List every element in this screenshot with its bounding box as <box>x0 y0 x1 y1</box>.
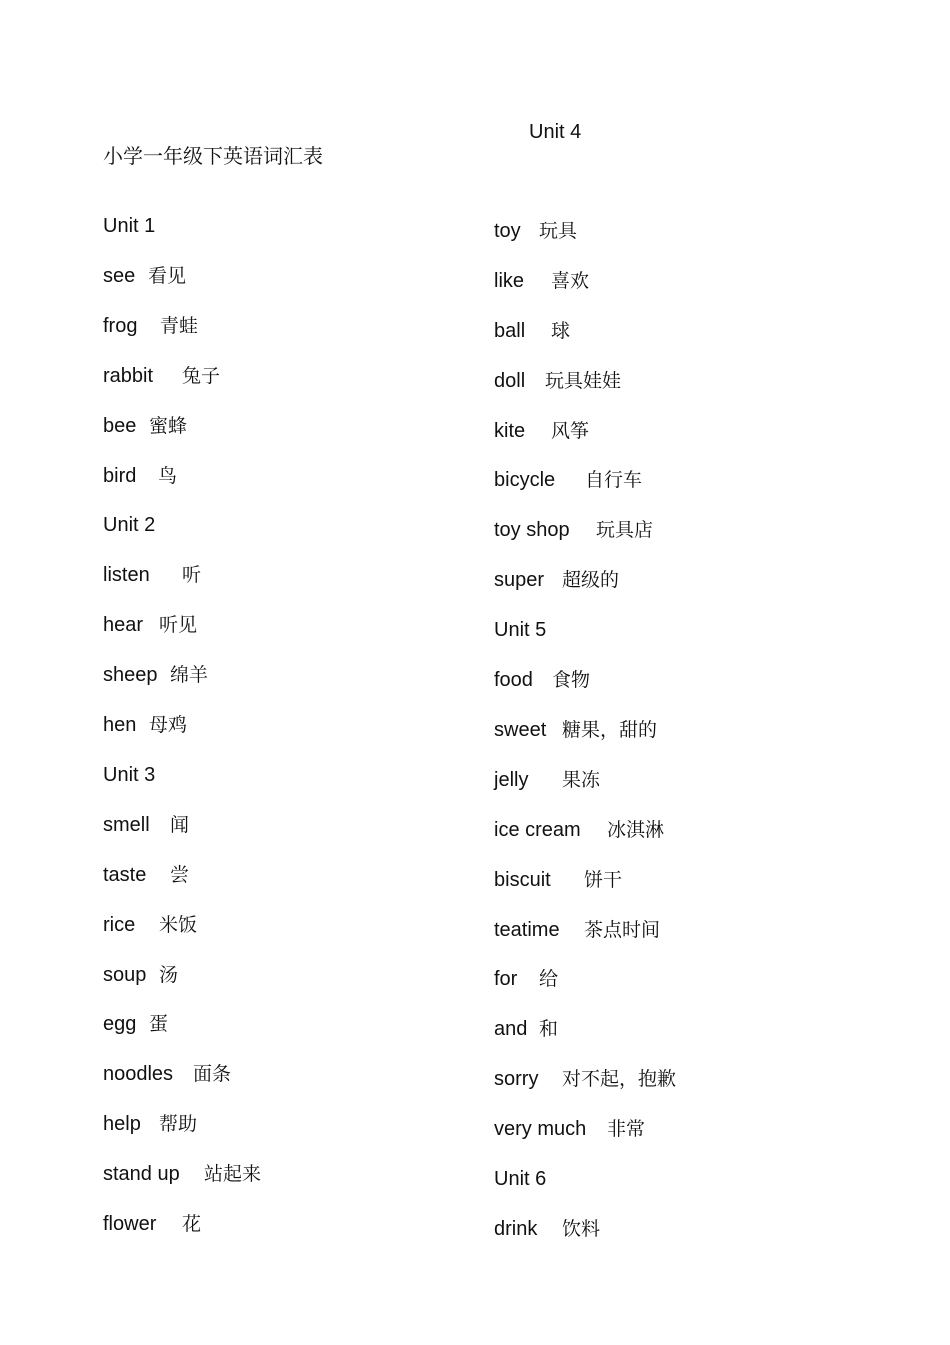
vocab-entry <box>494 1217 600 1241</box>
vocab-entry <box>494 918 660 942</box>
unit-heading-text: Unit 1 <box>103 215 156 237</box>
english-word: ice cream <box>494 818 581 841</box>
chinese-translation: 蜜蜂 <box>149 414 188 437</box>
vocab-entry <box>494 1117 645 1141</box>
english-word: stand up <box>103 1163 180 1186</box>
chinese-translation: 蛋 <box>149 1013 169 1036</box>
vocab-entry <box>103 913 197 937</box>
english-word: doll <box>494 369 526 392</box>
chinese-translation: 果冻 <box>562 768 601 791</box>
vocab-entry <box>103 1162 261 1186</box>
vocab-entry <box>103 1012 168 1036</box>
english-word: sheep <box>103 664 158 687</box>
english-word: and <box>494 1018 528 1041</box>
english-word: ball <box>494 319 526 342</box>
chinese-translation: 喜欢 <box>551 269 590 292</box>
chinese-translation: 玩具娃娃 <box>545 369 622 392</box>
chinese-translation: 非常 <box>607 1118 646 1141</box>
document-title: 小学一年级下英语词汇表 <box>103 144 323 168</box>
vocab-entry <box>494 219 577 243</box>
chinese-translation: 兔子 <box>182 364 221 387</box>
vocab-entry <box>494 518 653 542</box>
chinese-translation: 花 <box>182 1213 202 1235</box>
vocab-entry <box>103 414 187 438</box>
chinese-translation: 汤 <box>159 963 179 986</box>
chinese-translation: 面条 <box>193 1063 232 1086</box>
chinese-translation: 玩具 <box>539 219 578 242</box>
english-word: jelly <box>494 768 529 791</box>
vocab-entry <box>103 663 208 687</box>
vocab-entry <box>494 718 657 742</box>
english-word: very much <box>494 1118 587 1141</box>
english-word: hear <box>103 614 144 637</box>
vocab-entry <box>494 818 664 842</box>
chinese-translation: 超级的 <box>562 569 620 592</box>
vocab-entry <box>103 1212 201 1236</box>
vocab-entry <box>494 319 570 343</box>
vocab-entry <box>103 863 189 887</box>
vocab-entry <box>494 1017 558 1041</box>
vocab-entry <box>103 364 220 388</box>
chinese-translation: 听 <box>182 564 202 587</box>
vocab-entry <box>494 419 589 443</box>
chinese-translation: 球 <box>551 319 571 342</box>
chinese-translation: 食物 <box>552 669 591 691</box>
unit-heading <box>494 1167 546 1191</box>
chinese-translation: 看见 <box>148 264 187 287</box>
english-word: soup <box>103 963 147 986</box>
unit-heading <box>494 120 581 144</box>
vocab-entry <box>103 314 198 338</box>
english-word: toy <box>494 219 521 242</box>
vocab-entry <box>103 1062 231 1086</box>
chinese-translation: 站起来 <box>204 1163 262 1186</box>
english-word: teatime <box>494 918 560 941</box>
vocab-entry <box>103 713 187 737</box>
english-word: sorry <box>494 1068 539 1091</box>
english-word: egg <box>103 1013 137 1036</box>
english-word: bird <box>103 464 137 487</box>
unit-heading-text: Unit 2 <box>103 514 156 537</box>
english-word: kite <box>494 419 526 442</box>
english-word: flower <box>103 1213 157 1235</box>
unit-heading <box>103 763 155 787</box>
chinese-translation: 绵羊 <box>170 664 209 687</box>
chinese-translation: 青蛙 <box>160 314 199 337</box>
chinese-translation: 给 <box>539 968 559 991</box>
english-word: bee <box>103 414 137 437</box>
english-word: hen <box>103 714 137 736</box>
english-word: rice <box>103 913 136 936</box>
vocab-entry <box>103 464 177 488</box>
english-word: toy shop <box>494 519 570 542</box>
chinese-translation: 帮助 <box>159 1113 198 1136</box>
chinese-translation: 闻 <box>170 813 190 836</box>
vocab-entry <box>494 468 642 492</box>
chinese-translation: 风筝 <box>551 419 590 442</box>
vocab-entry <box>494 768 600 792</box>
vocab-entry <box>494 269 589 293</box>
english-word: taste <box>103 863 147 886</box>
vocab-entry <box>103 613 197 637</box>
chinese-translation: 茶点时间 <box>584 918 661 941</box>
vocab-entry <box>494 868 622 892</box>
vocab-entry <box>103 963 178 987</box>
chinese-translation: 玩具店 <box>596 519 654 542</box>
chinese-translation: 对不起，抱歉 <box>562 1068 677 1091</box>
chinese-translation: 尝 <box>170 863 190 886</box>
english-word: sweet <box>494 718 547 741</box>
english-word: see <box>103 264 136 287</box>
vocab-entry <box>103 563 201 587</box>
english-word: for <box>494 968 518 991</box>
unit-heading <box>103 513 155 537</box>
english-word: help <box>103 1113 141 1136</box>
english-word: smell <box>103 813 150 836</box>
unit-heading-text: Unit 5 <box>494 619 547 642</box>
vocab-entry <box>103 264 186 288</box>
chinese-translation: 和 <box>539 1018 559 1041</box>
chinese-translation: 饮料 <box>562 1217 601 1240</box>
english-word: listen <box>103 564 150 587</box>
chinese-translation: 自行车 <box>585 469 643 492</box>
unit-heading-text: Unit 4 <box>529 121 582 143</box>
chinese-translation: 听见 <box>159 614 198 637</box>
english-word: food <box>494 669 533 691</box>
chinese-translation: 饼干 <box>584 868 623 891</box>
english-word: bicycle <box>494 469 556 492</box>
unit-heading <box>103 214 155 238</box>
chinese-translation: 母鸡 <box>149 714 188 736</box>
unit-heading-text: Unit 3 <box>103 763 156 786</box>
english-word: super <box>494 569 545 592</box>
chinese-translation: 鸟 <box>158 464 178 487</box>
vocab-entry <box>494 967 558 991</box>
vocab-entry <box>494 568 619 592</box>
english-word: like <box>494 269 525 292</box>
chinese-translation: 冰淇淋 <box>607 818 665 841</box>
unit-heading-text: Unit 6 <box>494 1168 547 1190</box>
vocab-entry <box>103 1112 197 1136</box>
english-word: noodles <box>103 1063 174 1086</box>
unit-heading <box>494 618 546 642</box>
english-word: rabbit <box>103 364 154 387</box>
vocab-entry <box>494 369 621 393</box>
vocab-entry <box>494 668 590 692</box>
vocab-entry <box>103 813 189 837</box>
english-word: drink <box>494 1217 538 1240</box>
vocab-entry <box>494 1067 676 1091</box>
chinese-translation: 米饭 <box>159 913 198 936</box>
english-word: biscuit <box>494 868 551 891</box>
english-word: frog <box>103 314 138 337</box>
chinese-translation: 糖果，甜的 <box>562 718 658 741</box>
